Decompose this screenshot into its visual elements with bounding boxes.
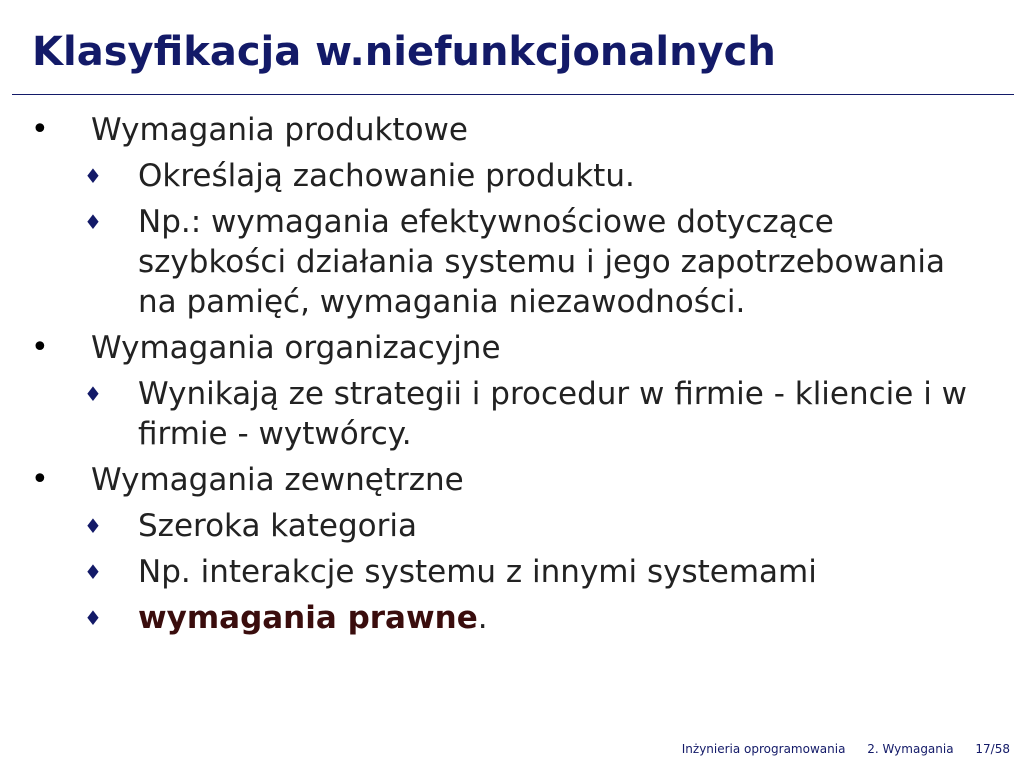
footer-chapter: 2. Wymagania [867, 742, 954, 756]
slide-body [0, 108, 1024, 638]
slide-title: Klasyfikacja w.niefunkcjonalnych [32, 29, 776, 75]
list-item-text: Np. interakcje systemu z innymi systemami [138, 554, 817, 590]
list-item-strong-text: wymagania prawne [138, 600, 478, 636]
diamond-icon: ♦ [84, 382, 102, 406]
list-item [0, 598, 1024, 638]
bullet-dot-icon: • [31, 330, 49, 365]
list-item [0, 156, 1024, 196]
section-heading-external [0, 460, 1024, 500]
section-heading-text: Wymagania produktowe [91, 112, 468, 148]
slide-footer [682, 742, 1010, 756]
footer-page-number: 17/58 [975, 742, 1010, 756]
diamond-icon: ♦ [84, 164, 102, 188]
list-item-suffix: . [477, 600, 488, 636]
list-item [0, 506, 1024, 546]
list-item-text: Wynikają ze strategii i procedur w firmie - kliencie i w firmie - wytwórcy. [138, 376, 968, 452]
section-heading-product [0, 110, 1024, 150]
diamond-icon: ♦ [84, 210, 102, 234]
section-heading-organizational [0, 328, 1024, 368]
list-item [0, 374, 1024, 454]
footer-course: Inżynieria oprogramowania [681, 742, 846, 756]
list-item-text: Szeroka kategoria [138, 508, 417, 544]
title-divider [12, 94, 1014, 95]
diamond-icon: ♦ [84, 560, 102, 584]
section-heading-text: Wymagania zewnętrzne [91, 462, 464, 498]
section-heading-text: Wymagania organizacyjne [91, 330, 501, 366]
diamond-icon: ♦ [84, 606, 102, 630]
diamond-icon: ♦ [84, 514, 102, 538]
bullet-dot-icon: • [31, 112, 49, 147]
list-item [0, 202, 1024, 322]
bullet-dot-icon: • [31, 462, 49, 497]
list-item-text: Np.: wymagania efektywnościowe dotyczące szybkości działania systemu i jego zapotrzebowania na pamięć, wymagania niezawodności. [138, 204, 946, 320]
list-item [0, 552, 1024, 592]
list-item-text: Określają zachowanie produktu. [138, 158, 635, 194]
